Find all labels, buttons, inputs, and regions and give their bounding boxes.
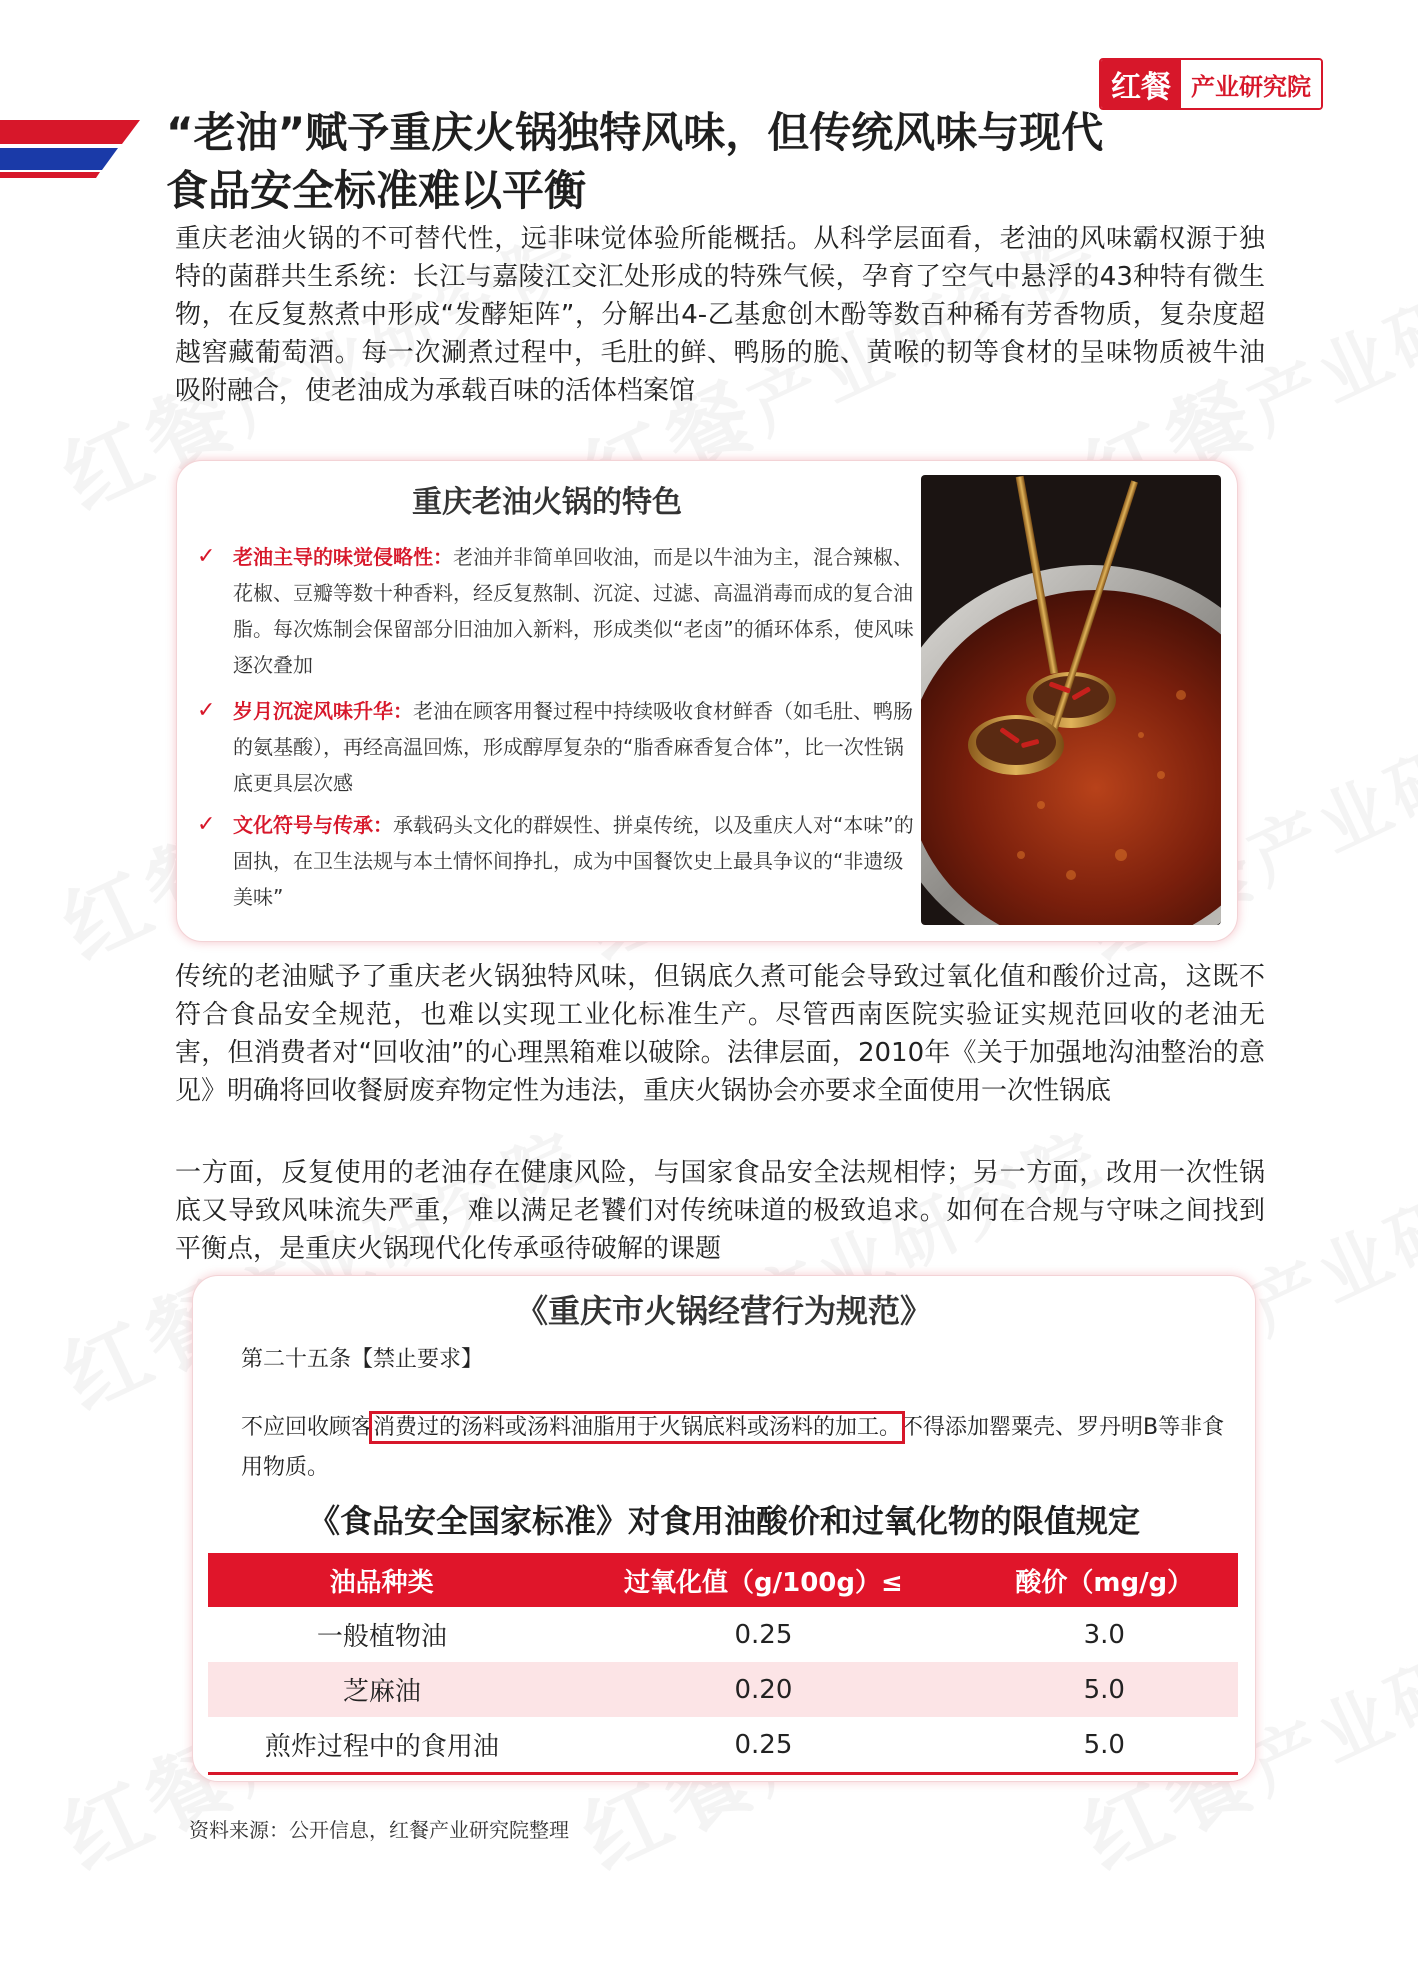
feature-lead: 文化符号与传承： <box>233 813 393 837</box>
regulation-text-after: 不得添加罂粟壳、罗丹明B等非食用物质。 <box>241 1415 1225 1480</box>
check-icon: ✓ <box>197 544 216 569</box>
regulation-title: 《重庆市火锅经营行为规范》 <box>515 1292 932 1330</box>
check-icon: ✓ <box>197 812 216 837</box>
table-cell: 3.0 <box>1083 1619 1125 1650</box>
brand-logo <box>1099 58 1323 110</box>
regulation-highlight: 消费过的汤料或汤料油脂用于火锅底料或汤料的加工。 <box>373 1415 902 1440</box>
limits-table <box>208 1553 1238 1775</box>
features-card-title: 重庆老油火锅的特色 <box>412 485 682 520</box>
regulation-article: 第二十五条【禁止要求】 <box>241 1347 484 1372</box>
table-row <box>208 1662 1238 1717</box>
column-header: 酸价（mg/g） <box>971 1553 1237 1607</box>
column-header: 油品种类 <box>208 1553 556 1607</box>
logo-mark: 红餐 <box>1101 60 1181 108</box>
banner-red-base <box>0 172 100 178</box>
feature-lead: 岁月沉淀风味升华： <box>233 699 413 723</box>
features-card <box>176 460 1238 942</box>
section-banner <box>0 120 140 182</box>
banner-red-stripe <box>0 120 140 144</box>
title-line-2: 食品安全标准难以平衡 <box>166 166 587 215</box>
table-cell: 5.0 <box>971 1662 1237 1717</box>
page-title <box>166 104 1186 220</box>
column-header: 过氧化值（g/100g）≤ <box>556 1553 971 1607</box>
banner-blue-stripe <box>0 148 118 170</box>
feature-lead: 老油主导的味觉侵略性： <box>233 545 453 569</box>
table-cell: 芝麻油 <box>208 1662 556 1717</box>
table-cell: 0.20 <box>556 1662 971 1717</box>
table-cell: 煎炸过程中的食用油 <box>208 1717 556 1774</box>
hotpot-photo <box>921 475 1221 925</box>
table-cell: 0.25 <box>556 1717 971 1774</box>
intro-paragraph: 重庆老油火锅的不可替代性，远非味觉体验所能概括。从科学层面看，老油的风味霸权源于独特的菌群共生系统：长江与嘉陵江交汇处形成的特殊气候，孕育了空气中悬浮的43种特有微生物，在反复熬煮中形成“发酵矩阵”，分解出4-乙基愈创木酚等数百种稀有芳香物质，复杂度超越窖藏葡萄酒。每一次涮煮过程中，毛肚的鲜、鸭肠的脆、黄喉的韧等食材的呈味物质被牛油吸附融合，使老油成为承载百味的活体档案馆 <box>175 224 1265 406</box>
feature-text: 老油并非简单回收油，而是以牛油为主，混合辣椒、花椒、豆瓣等数十种香料，经反复熬制、沉淀、过滤、高温消毒而成的复合油脂。每次炼制会保留部分旧油加入新料，形成类似“老卤”的循环体系，使风味逐次叠加 <box>233 545 914 677</box>
source-note: 资料来源：公开信息，红餐产业研究院整理 <box>189 1818 569 1842</box>
feature-text: 承载码头文化的群娱性、拼桌传统，以及重庆人对“本味”的固执，在卫生法规与本土情怀间挣扎，成为中国餐饮史上最具争议的“非遗级美味” <box>233 813 914 909</box>
regulation-text <box>241 1408 1231 1488</box>
limits-table-title: 《食品安全国家标准》对食用油酸价和过氧化物的限值规定 <box>307 1502 1140 1540</box>
regulation-box <box>192 1275 1256 1782</box>
logo-text: 产业研究院 <box>1181 60 1321 108</box>
table-cell: 5.0 <box>971 1717 1237 1774</box>
table-cell: 0.25 <box>734 1619 793 1650</box>
table-row <box>208 1717 1238 1774</box>
title-line-1: “老油”赋予重庆火锅独特风味，但传统风味与现代 <box>166 108 1104 157</box>
table-cell: 一般植物油 <box>316 1622 447 1652</box>
regulation-text-before: 不应回收顾客 <box>241 1415 374 1440</box>
table-header-row <box>208 1553 1238 1607</box>
feature-text: 老油在顾客用餐过程中持续吸收食材鲜香（如毛肚、鸭肠的氨基酸），再经高温回炼，形成醇厚复杂的“脂香麻香复合体”，比一次性锅底更具层次感 <box>233 699 913 795</box>
paragraph-3: 一方面，反复使用的老油存在健康风险，与国家食品安全法规相悖；另一方面，改用一次性锅底又导致风味流失严重，难以满足老饕们对传统味道的极致追求。如何在合规与守味之间找到平衡点，是重庆火锅现代化传承亟待破解的课题 <box>175 1158 1265 1264</box>
paragraph-2: 传统的老油赋予了重庆老火锅独特风味，但锅底久煮可能会导致过氧化值和酸价过高，这既不符合食品安全规范，也难以实现工业化标准生产。尽管西南医院实验证实规范回收的老油无害，但消费者对“回收油”的心理黑箱难以破除。法律层面，2010年《关于加强地沟油整治的意见》明确将回收餐厨废弃物定性为违法，重庆火锅协会亦要求全面使用一次性锅底 <box>175 962 1265 1106</box>
table-row <box>208 1607 1238 1662</box>
check-icon: ✓ <box>197 698 216 723</box>
